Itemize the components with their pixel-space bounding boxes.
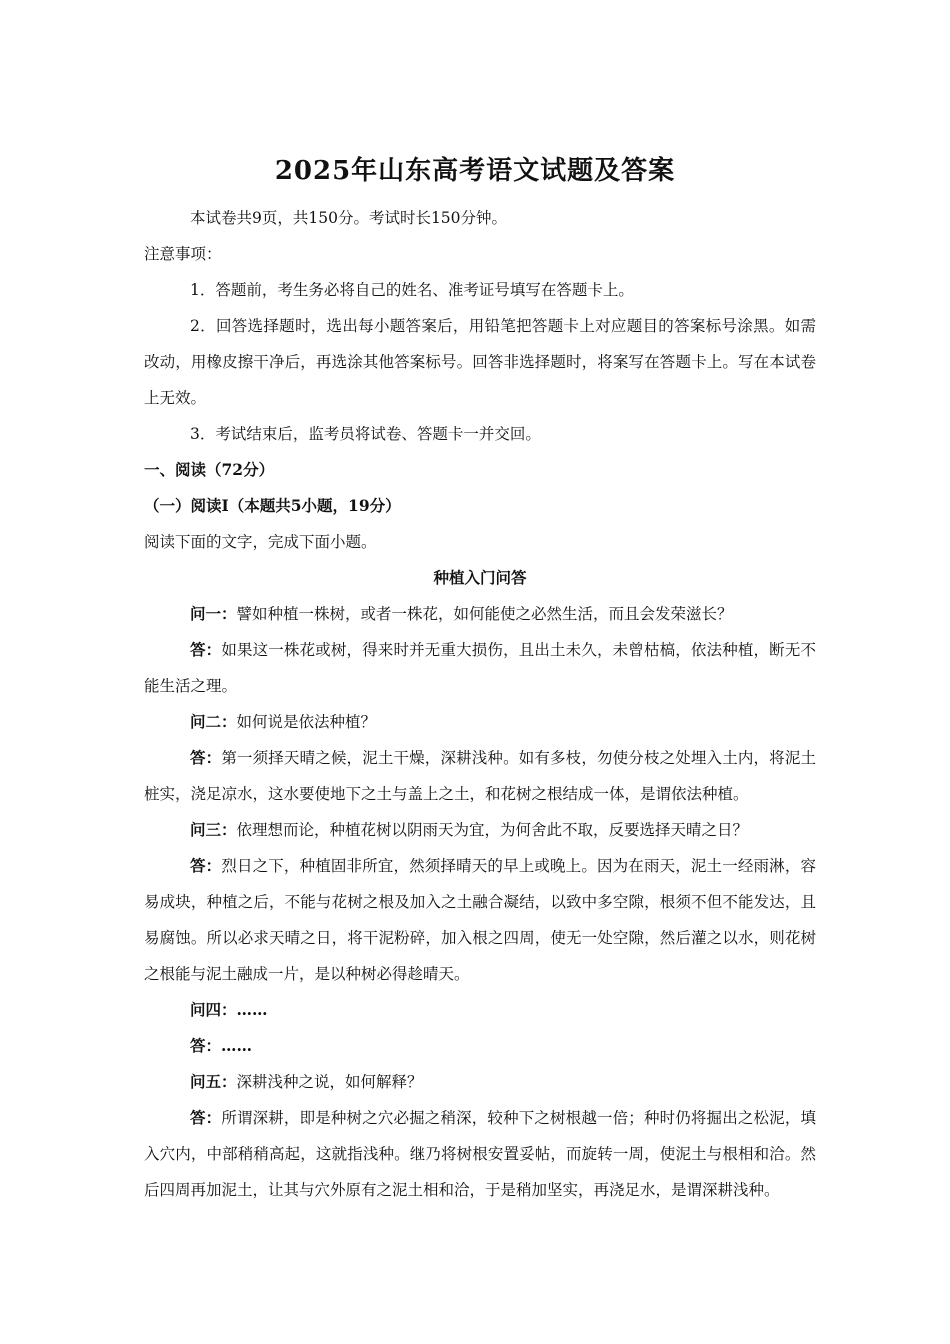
qa-text: 所谓深耕，即是种树之穴必掘之稍深，较种下之树根越一倍；种时仍将掘出之松泥，填入穴内，中部稍稍高起，这就指浅种。继乃将树根安置妥帖，而旋转一周，使泥土与根相和洽。然后四周再加泥土，让其与穴外原有之泥土相和洽，于是稍加坚实，再浇足水，是谓深耕浅种。: [144, 1109, 816, 1199]
document-title: 2025年山东高考语文试题及答案: [274, 156, 676, 186]
qa-text: 依理想而论，种植花树以阴雨天为宜，为何舍此不取，反要选择天晴之日？: [236, 821, 749, 839]
qa-label: 问二：: [190, 712, 237, 731]
qa-text: ……: [236, 1000, 268, 1019]
qa-text: 烈日之下，种植固非所宜，然须择晴天的早上或晚上。因为在雨天，泥土一经雨淋，容易成块，种植之后，不能与花树之根及加入之土融合凝结，以致中多空隙，根须不但不能发达，且易腐蚀。所以必求天晴之日，将干泥粉碎，加入根之四周，使无一处空隙，然后灌之以水，则花树之根能与泥土融成一片，是以种树必得趁晴天。: [144, 857, 816, 983]
qa-label: 答：: [190, 856, 222, 875]
qa-label: 问四：: [190, 1000, 237, 1019]
notice-heading: 注意事项：: [144, 245, 222, 263]
notice-item-3: 3．考试结束后，监考员将试卷、答题卡一并交回。: [190, 425, 541, 443]
qa-answer-1: [144, 632, 816, 704]
qa-label: 答：: [190, 640, 222, 659]
qa-label: 问一：: [190, 604, 237, 623]
qa-answer-4: [144, 1028, 816, 1064]
qa-question-1: [144, 596, 816, 632]
qa-question-3: [144, 812, 816, 848]
qa-text: 譬如种植一株树，或者一株花，如何能使之必然生活，而且会发荣滋长？: [236, 605, 733, 623]
qa-answer-5: [144, 1100, 816, 1208]
qa-text: 深耕浅种之说，如何解释？: [236, 1073, 423, 1091]
notice-item-2: 2．回答选择题时，选出每小题答案后，用铅笔把答题卡上对应题目的答案标号涂黑。如需改动，用橡皮擦干净后，再选涂其他答案标号。回答非选择题时，将案写在答题卡上。写在本试卷上无效。: [144, 317, 816, 407]
article-title: 种植入门问答: [433, 568, 527, 587]
qa-answer-2: [144, 740, 816, 812]
qa-question-2: [144, 704, 816, 740]
qa-label: 答：: [190, 748, 222, 767]
document-body: [144, 200, 816, 1208]
qa-text: 如何说是依法种植？: [236, 713, 377, 731]
qa-text: 如果这一株花或树，得来时并无重大损伤，且出土未久，未曾枯槁，依法种植，断无不能生活之理。: [144, 641, 816, 695]
qa-label: 答：: [190, 1036, 222, 1055]
qa-text: ……: [221, 1036, 253, 1055]
qa-label: 问三：: [190, 820, 237, 839]
subsection-heading: （一）阅读Ⅰ（本题共5小题，19分）: [144, 496, 401, 515]
qa-label: 答：: [190, 1108, 222, 1127]
qa-question-5: [144, 1064, 816, 1100]
notice-item-1: 1．答题前，考生务必将自己的姓名、准考证号填写在答题卡上。: [190, 281, 634, 299]
qa-label: 问五：: [190, 1072, 237, 1091]
section-heading: 一、阅读（72分）: [144, 460, 275, 479]
qa-answer-3: [144, 848, 816, 992]
qa-question-4: [144, 992, 816, 1028]
exam-intro: 本试卷共9页，共150分。考试时长150分钟。: [190, 209, 508, 227]
reading-instruction: 阅读下面的文字，完成下面小题。: [144, 533, 377, 551]
qa-text: 第一须择天晴之候，泥土干燥，深耕浅种。如有多枝，勿使分枝之处埋入土内，将泥土桩实，浇足凉水，这水要使地下之土与盖上之土，和花树之根结成一体，是谓依法种植。: [144, 749, 816, 803]
